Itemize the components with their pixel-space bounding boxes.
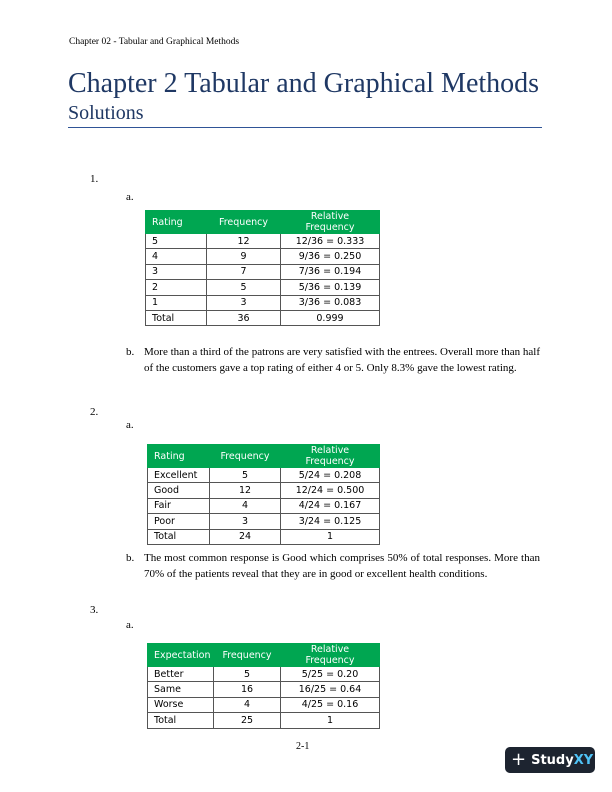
brand-name: Study: [531, 752, 574, 768]
table-row: [146, 264, 380, 279]
table-cell: 5/36 = 0.139: [281, 280, 380, 295]
part-label: b.: [126, 552, 135, 564]
table-row: [148, 667, 380, 682]
table-cell: Total: [146, 310, 207, 325]
brand-name-accent: XY: [573, 752, 594, 768]
table-cell: 4: [210, 498, 281, 513]
table-total-row: [148, 529, 380, 544]
frequency-table-q3: [147, 643, 380, 729]
table-cell: 9: [207, 249, 281, 264]
table-cell: 3: [207, 295, 281, 310]
answer-text: More than a third of the patrons are very satisfied with the entrees. Overall more than half of the customers gave a top rating of either 4 or 5. Only 8.3% gave the lowest rating.: [144, 346, 540, 374]
column-header: Rating: [148, 445, 210, 468]
table-cell: Better: [148, 667, 214, 682]
studyxy-badge[interactable]: [505, 747, 595, 773]
table-header-row: [148, 644, 380, 667]
table-cell: 4/25 = 0.16: [281, 697, 380, 712]
column-header: Frequency: [214, 644, 281, 667]
table-row: [146, 234, 380, 249]
table-cell: Fair: [148, 498, 210, 513]
column-header: Relative Frequency: [281, 445, 380, 468]
page-number: 2-1: [296, 741, 310, 752]
table-cell: 24: [210, 529, 281, 544]
part-label: a.: [126, 619, 134, 631]
table-row: [148, 697, 380, 712]
table-cell: 4/24 = 0.167: [281, 498, 380, 513]
table-cell: 4: [146, 249, 207, 264]
table-cell: 2: [146, 280, 207, 295]
plus-icon: +: [511, 749, 527, 770]
frequency-table-q2: [147, 444, 380, 545]
column-header: Relative Frequency: [281, 644, 380, 667]
table-cell: 5/24 = 0.208: [281, 468, 380, 483]
table-cell: 5: [146, 234, 207, 249]
table-cell: 3: [146, 264, 207, 279]
table-cell: 3: [210, 514, 281, 529]
table-cell: 25: [214, 713, 281, 728]
table-row: [146, 295, 380, 310]
table-cell: 16/25 = 0.64: [281, 682, 380, 697]
table-cell: 1: [281, 529, 380, 544]
table-cell: 5/25 = 0.20: [281, 667, 380, 682]
chapter-title: Chapter 2 Tabular and Graphical Methods: [68, 68, 540, 99]
running-header: Chapter 02 - Tabular and Graphical Methods: [69, 37, 240, 47]
frequency-table-q1: [145, 210, 380, 326]
table-cell: Good: [148, 483, 210, 498]
table-row: [148, 468, 380, 483]
column-header: Frequency: [207, 211, 281, 234]
table-cell: 9/36 = 0.250: [281, 249, 380, 264]
table-cell: 1: [281, 713, 380, 728]
table-header-row: [146, 211, 380, 234]
column-header: Rating: [146, 211, 207, 234]
table-cell: Same: [148, 682, 214, 697]
table-row: [148, 514, 380, 529]
answer-paragraph: [126, 550, 540, 582]
table-cell: Total: [148, 529, 210, 544]
table-cell: 16: [214, 682, 281, 697]
table-cell: 5: [210, 468, 281, 483]
table-cell: Total: [148, 713, 214, 728]
title-divider: [68, 127, 542, 128]
chapter-subtitle: Solutions: [68, 102, 144, 124]
part-label: b.: [126, 346, 135, 358]
table-total-row: [148, 713, 380, 728]
table-cell: 12: [210, 483, 281, 498]
table-cell: 12/36 = 0.333: [281, 234, 380, 249]
table-cell: Excellent: [148, 468, 210, 483]
column-header: Frequency: [210, 445, 281, 468]
table-cell: 7/36 = 0.194: [281, 264, 380, 279]
table-cell: 1: [146, 295, 207, 310]
column-header: Relative Frequency: [281, 211, 380, 234]
question-number: 1.: [90, 173, 99, 185]
table-cell: 3/36 = 0.083: [281, 295, 380, 310]
table-total-row: [146, 310, 380, 325]
part-label: a.: [126, 419, 134, 431]
table-cell: Worse: [148, 697, 214, 712]
answer-paragraph: [126, 344, 540, 376]
table-header-row: [148, 445, 380, 468]
table-cell: 5: [207, 280, 281, 295]
answer-text: The most common response is Good which comprises 50% of total responses. More than 70% of the patients reveal that they are in good or excellent health conditions.: [144, 552, 540, 580]
table-row: [148, 682, 380, 697]
table-row: [146, 249, 380, 264]
table-row: [146, 280, 380, 295]
column-header: Expectation: [148, 644, 214, 667]
table-cell: 0.999: [281, 310, 380, 325]
table-row: [148, 498, 380, 513]
table-cell: 7: [207, 264, 281, 279]
table-cell: Poor: [148, 514, 210, 529]
part-label: a.: [126, 191, 134, 203]
question-number: 2.: [90, 406, 99, 418]
table-cell: 12: [207, 234, 281, 249]
table-cell: 12/24 = 0.500: [281, 483, 380, 498]
table-cell: 36: [207, 310, 281, 325]
table-cell: 3/24 = 0.125: [281, 514, 380, 529]
table-row: [148, 483, 380, 498]
table-cell: 4: [214, 697, 281, 712]
question-number: 3.: [90, 604, 99, 616]
table-cell: 5: [214, 667, 281, 682]
